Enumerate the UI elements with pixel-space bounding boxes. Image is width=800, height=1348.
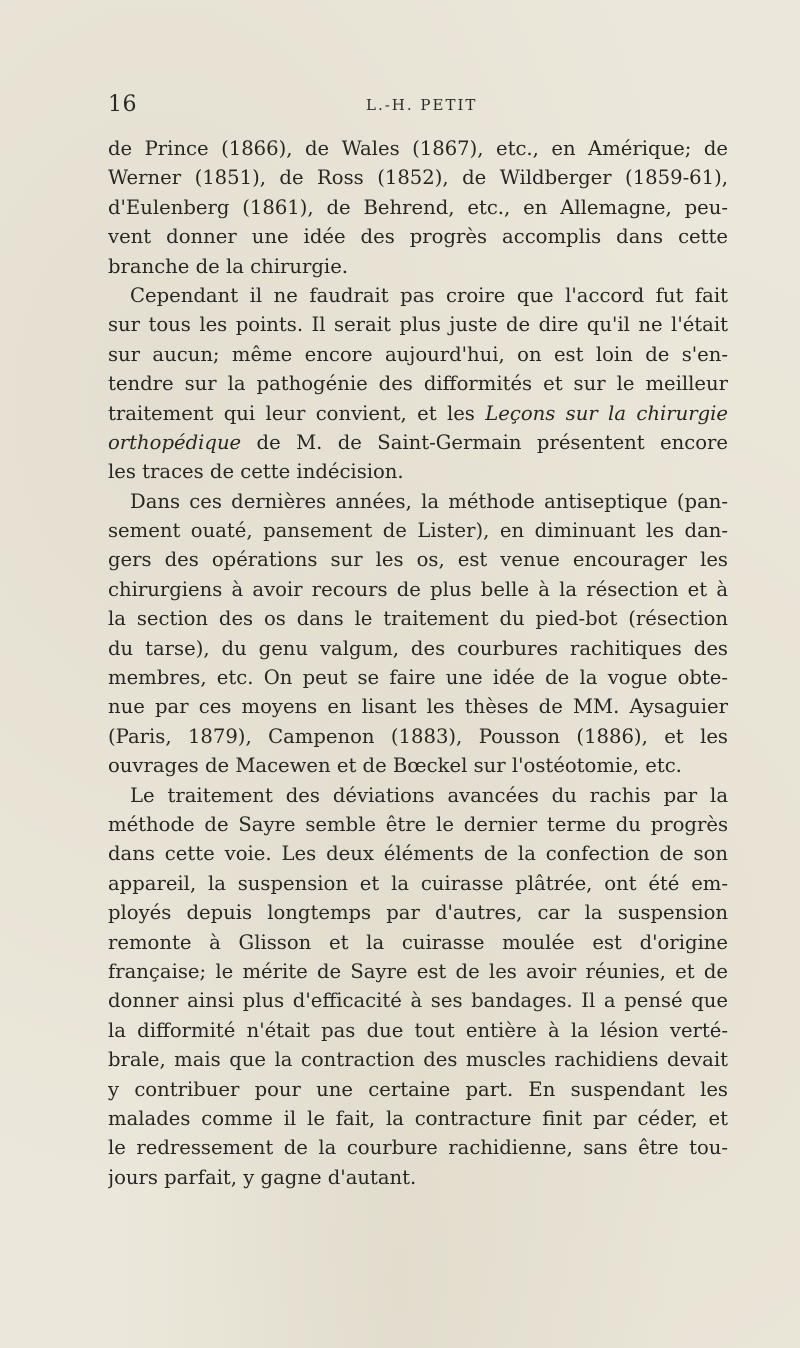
text-line: branche de la chirurgie. (108, 254, 349, 278)
text-line: brale, mais que la contraction des muscles rachidiens devait (108, 1048, 728, 1072)
running-head: L.-H. PETIT (366, 96, 478, 114)
text-line: méthode de Sayre semble être le dernier terme du progrès (108, 812, 728, 836)
text-line: dans cette voie. Les deux éléments de la confection de son (108, 842, 728, 866)
text-line: jours parfait, y gagne d'autant. (108, 1165, 417, 1189)
text-line: sement ouaté, pansement de Lister), en diminuant les dan- (108, 519, 728, 543)
text-line: remonte à Glisson et la cuirasse moulée est d'origine (108, 930, 728, 954)
text-segment: traitement qui leur convient, et les (108, 401, 486, 425)
paragraph-start-line: Dans ces dernières années, la méthode antiseptique (pan- (130, 489, 728, 513)
text-line: le redressement de la courbure rachidienne, sans être tou- (108, 1136, 728, 1160)
paragraph-start-line: Cependant il ne faudrait pas croire que l'accord fut fait (130, 283, 728, 307)
text-line: nue par ces moyens en lisant les thèses de MM. Aysaguier (108, 695, 728, 719)
text-line: du tarse), du genu valgum, des courbures rachitiques des (108, 636, 728, 660)
text-line: tendre sur la pathogénie des difformités et sur le meilleur (108, 372, 728, 396)
text-line (108, 428, 728, 457)
text-line: la section des os dans le traitement du pied-bot (résection (108, 607, 728, 631)
text-line: sur tous les points. Il serait plus juste de dire qu'il ne l'était (108, 313, 728, 337)
text-line: gers des opérations sur les os, est venue encourager les (108, 548, 728, 572)
text-line: ployés depuis longtemps par d'autres, car la suspension (108, 901, 728, 925)
text-line: Werner (1851), de Ross (1852), de Wildberger (1859-61), (108, 166, 728, 190)
text-line: appareil, la suspension et la cuirasse plâtrée, ont été em- (108, 871, 728, 895)
text-line: les traces de cette indécision. (108, 460, 404, 484)
text-line: malades comme il le fait, la contracture finit par céder, et (108, 1106, 728, 1130)
text-line: y contribuer pour une certaine part. En suspendant les (108, 1077, 728, 1101)
text-line: donner ainsi plus d'efficacité à ses bandages. Il a pensé que (108, 989, 728, 1013)
text-line: française; le mérite de Sayre est de les avoir réunies, et de (108, 959, 728, 983)
text-line: de Prince (1866), de Wales (1867), etc., en Amérique; de (108, 137, 728, 160)
text-line: vent donner une idée des progrès accomplis dans cette (108, 225, 728, 249)
text-line: chirurgiens à avoir recours de plus belle à la résection et à (108, 577, 728, 601)
book-title-italic: Leçons sur la chirurgie (485, 401, 728, 425)
text-line: sur aucun; même encore aujourd'hui, on est loin de s'en- (108, 342, 728, 366)
body-text (108, 134, 728, 1192)
text-line: membres, etc. On peut se faire une idée de la vogue obte- (108, 666, 728, 690)
text-line: ouvrages de Macewen et de Bœckel sur l'ostéotomie, etc. (108, 754, 682, 778)
page-header (108, 92, 728, 122)
text-segment: de M. de Saint-Germain présentent encore (241, 430, 728, 454)
text-line (108, 399, 728, 428)
book-title-italic-continued: orthopédique (108, 430, 242, 454)
text-line: d'Eulenberg (1861), de Behrend, etc., en Allemagne, peu- (108, 195, 728, 219)
paragraph-start-line: Le traitement des déviations avancées du rachis par la (130, 783, 728, 807)
text-line: la difformité n'était pas due tout entière à la lésion verté- (108, 1018, 728, 1042)
page-number: 16 (108, 92, 137, 117)
text-line: (Paris, 1879), Campenon (1883), Pousson (1886), et les (108, 724, 728, 748)
